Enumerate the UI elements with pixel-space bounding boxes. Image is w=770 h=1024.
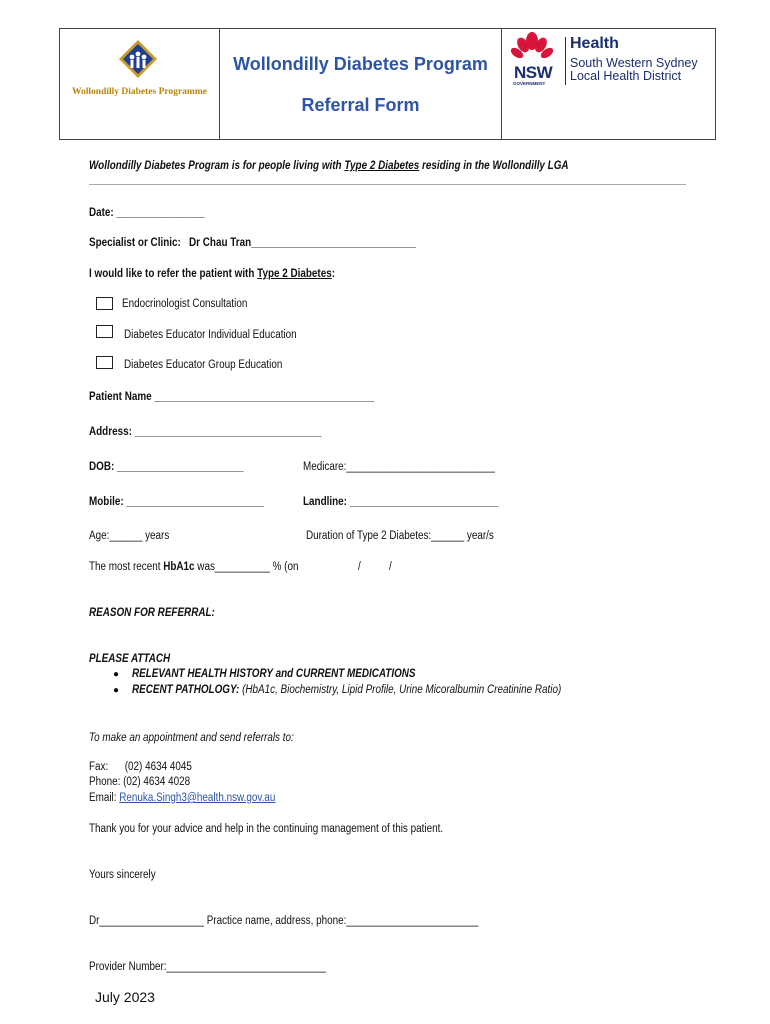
date-separator-2: / (389, 561, 392, 573)
program-logo-cell (60, 29, 220, 139)
intro-type2-link: Type 2 Diabetes (344, 160, 420, 172)
option-endocrinologist: Endocrinologist Consultation (122, 298, 248, 310)
address-field[interactable]: Address: __________________________________ (89, 426, 322, 438)
fax-line (89, 761, 192, 773)
date-field[interactable]: Date: ________________ (89, 207, 205, 219)
bullet-icon: ● (113, 669, 120, 680)
refer-text-after: : (331, 268, 336, 280)
phone-line: Phone: (02) 4634 4028 (89, 776, 191, 788)
age-field[interactable]: Age:______ years (89, 530, 170, 542)
intro-text-before: Wollondilly Diabetes Program is for people living with (89, 160, 345, 172)
dob-field[interactable]: DOB: _______________________ (89, 461, 244, 473)
diabetes-program-logo-icon (118, 39, 158, 79)
nsw-government-label: GOVERNMENT (513, 81, 546, 86)
district-line-1: South Western Sydney (570, 56, 698, 70)
attach-item-history: RELEVANT HEALTH HISTORY and CURRENT MEDICATIONS (132, 668, 416, 680)
pathology-label: RECENT PATHOLOGY: (132, 684, 240, 696)
intro-divider (89, 184, 686, 185)
nsw-health-logo-cell (502, 29, 715, 139)
provider-number-field[interactable]: Provider Number:_____________________________ (89, 961, 327, 973)
logo-divider (565, 37, 566, 85)
fax-number: (02) 4634 4045 (124, 761, 192, 773)
mobile-field[interactable]: Mobile: _________________________ (89, 496, 264, 508)
patient-name-field[interactable]: Patient Name ________________________________________ (89, 391, 375, 403)
endocrinologist-checkbox[interactable] (96, 297, 113, 310)
email-link[interactable]: Renuka.Singh3@health.nsw.gov.au (119, 792, 276, 804)
specialist-field[interactable] (89, 237, 416, 249)
nsw-wordmark: NSW (514, 63, 553, 82)
landline-field[interactable]: Landline: ___________________________ (303, 496, 499, 508)
program-title: Wollondilly Diabetes Program (233, 54, 488, 74)
intro-line (89, 160, 569, 172)
waratah-icon (510, 31, 554, 63)
option-educator-group: Diabetes Educator Group Education (124, 359, 283, 371)
reason-heading: REASON FOR REFERRAL: (89, 607, 215, 619)
hba1c-field[interactable] (89, 561, 298, 573)
specialist-label: Specialist or Clinic: (89, 237, 181, 249)
medicare-field[interactable]: Medicare:___________________________ (303, 461, 495, 473)
hba1c-text-before: The most recent (89, 561, 164, 573)
educator-individual-checkbox[interactable] (96, 325, 113, 338)
fax-label: Fax: (89, 761, 109, 773)
sincerely-text: Yours sincerely (89, 869, 156, 881)
pathology-details: (HbA1c, Biochemistry, Lipid Profile, Urine Micoralbumin Creatinine Ratio) (239, 684, 562, 696)
thanks-text: Thank you for your advice and help in the continuing management of this patient. (89, 823, 444, 835)
specialist-value: Dr Chau Tran______________________________ (189, 237, 417, 249)
refer-line (89, 268, 335, 280)
contact-intro: To make an appointment and send referrals to: (89, 732, 294, 744)
bullet-icon: ● (113, 685, 120, 696)
title-cell (220, 29, 502, 139)
attach-item-pathology (132, 684, 561, 696)
refer-type2-link: Type 2 Diabetes (257, 268, 332, 280)
doctor-practice-field[interactable]: Dr___________________ Practice name, address, phone:________________________ (89, 915, 479, 927)
hba1c-text-after: was__________ % (on (194, 561, 299, 573)
attach-heading: PLEASE ATTACH (89, 653, 171, 665)
footer-date: July 2023 (95, 989, 155, 1005)
logo-caption: Wollondilly Diabetes Programme (72, 87, 207, 97)
intro-text-after: residing in the Wollondilly LGA (419, 160, 569, 172)
form-title: Referral Form (301, 95, 420, 115)
health-label: Health (570, 35, 619, 52)
educator-group-checkbox[interactable] (96, 356, 113, 369)
email-line (89, 792, 275, 804)
district-name (570, 57, 698, 83)
header-table (59, 28, 716, 140)
date-separator-1: / (358, 561, 361, 573)
option-educator-individual: Diabetes Educator Individual Education (124, 329, 297, 341)
duration-field[interactable]: Duration of Type 2 Diabetes:______ year/s (306, 530, 494, 542)
hba1c-label: HbA1c (163, 561, 195, 573)
refer-text-before: I would like to refer the patient with (89, 268, 258, 280)
email-label: Email: (89, 792, 120, 804)
district-line-2: Local Health District (570, 69, 682, 83)
